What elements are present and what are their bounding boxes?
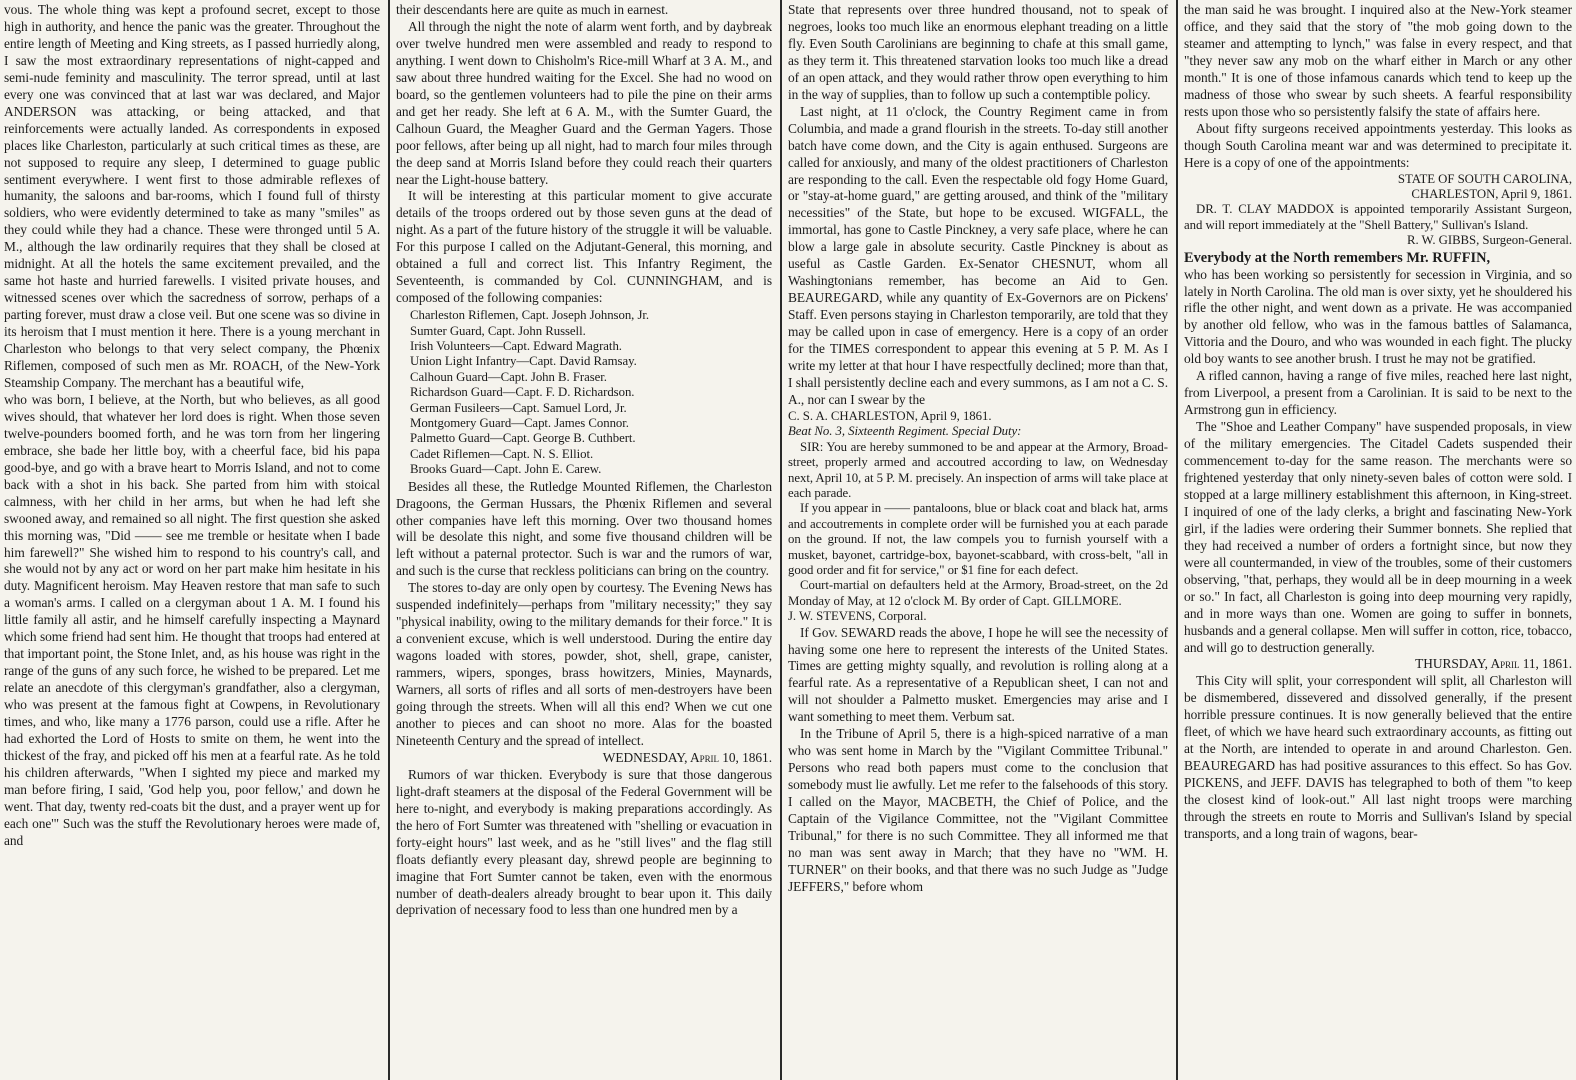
- list-item: Cadet Riflemen—Capt. N. S. Elliot.: [410, 446, 594, 461]
- list-item: Brooks Guard—Capt. John E. Carew.: [410, 462, 602, 477]
- paragraph: State that represents over three hundred thousand, not to speak of negroes, looks too much like an enormous elephant treading on a little fly. Even South Carolinians are beginning to chafe at this small game, as they term it. This threatened starvation looks too much like a dread of an open attack, and they would rather throw open everything to him in the way of supplies, than to follow up such a contemptible policy.: [788, 2, 1168, 102]
- order-paragraph: SIR: You are hereby summoned to be and appear at the Armory, Broad-street, properly armed and accoutred according to law, on Wednesday next, April 10, at 5 P. M. precisely. An inspection of arms will take place at each parade.: [788, 439, 1168, 500]
- paragraph: who has been working so persistently for secession in Virginia, and so lately in North Carolina. The old man is over sixty, yet he shouldered his rifle the other night, and went down as a private. He was accompanied by another old fellow, who was in the famous battles of Salamanca, Vittoria and the Douro, and who was wounded in each fight. The plucky old boy wants to see another brush. I trust he may not be gratified.: [1184, 266, 1572, 367]
- order-signature: J. W. STEVENS, Corporal.: [788, 609, 927, 624]
- paragraph: the man said he was brought. I inquired also at the New-York steamer office, and they said that the story of "the mob going down to the steamer and attempting to lynch," was false in every respect, and that "they never saw any mob on the wharf either in March or any other month." It is one of those infamous canards which tend to keep up the madness of those who swear by such sheets. A fearful responsibility rests upon those who so persistently falsify the state of affairs here.: [1184, 2, 1572, 119]
- dateline: THURSDAY, April 11, 1861.: [1415, 656, 1572, 672]
- paragraph: About fifty surgeons received appointments yesterday. This looks as though South Carolina meant war and was determined to precipitate it. Here is a copy of one of the appointments:: [1184, 120, 1572, 170]
- column-rule: [1176, 0, 1178, 1080]
- order-paragraph: If you appear in —— pantaloons, blue or black coat and black hat, arms and accoutrements in complete order will be furnished you at each parade on the ground. If not, the law compels you to furnish yourself with a musket, bayonet, cartridge-box, bayonet-scabbard, with cross-belt, "all in good order and fit for service," or $1 fine for each defect.: [788, 501, 1168, 577]
- column-rule: [388, 0, 390, 1080]
- paragraph: A rifled cannon, having a range of five miles, reached here last night, from Liverpool, a present from a Carolinian. It is said to be next to the Armstrong gun in efficiency.: [1184, 368, 1572, 418]
- paragraph: who was born, I believe, at the North, but who believes, as all good wives should, that whatever her lord does is right. When those seven twelve-pounders boomed forth, and he was torn from her lingering embrace, she bade her little boy, with a cheerful face, bid his papa good-bye, and go with a brave heart to Morris Island, and not to come back with a shot in his back. She parted from him with stoical calmness, with her child in her arms, but when he had left she swooned away, and remained so all night. The first question she asked this morning was, "Did —— see me tremble or hesitate when I bade him farewell?" She wished him to respond to his country's call, and she would not by any act or word on her part make him hesitate in his duty. Magnificent heroism. May Heaven restore that man safe to such a woman's arms. I called on a clergyman about 1 A. M. I found his little family all astir, and he himself carefully inspecting a Maynard which some friend had sent him. He thought that troops had entered at that important point, the Stone Inlet, and, as his house was right in the range of the guns of any such force, he wished to be prepared. Let me relate an anecdote of this clergyman's grandfather, also a clergyman, who was present at the famous fight at Cowpens, in Revolutionary times, and who, like many a 1776 parson, could use a rifle. After he had exhorted the Lord of Hosts to smite on them, he went into the thickest of the fray, and picked off his men at a fearful rate. As he told his children afterwards, "When I sighted my piece and marked my man before firing, I said, 'God help you, poor fellow,' and down he went. That day, twenty red-coats bit the dust, and a prayer went up for each one'" Such was the stuff the Revolutionary heroes were made of, and: [4, 391, 380, 848]
- paragraph-lead: Everybody at the North remembers Mr. RUFFIN,: [1184, 249, 1491, 266]
- list-item: Charleston Riflemen, Capt. Joseph Johnson, Jr.: [410, 308, 650, 323]
- paragraph: The stores to-day are only open by courtesy. The Evening News has suspended indefinitely—perhaps from "military necessity;" they say "physical inability, owing to the military demands for their force." It is a convenient excuse, which is well understood. During the entire day wagons loaded with stores, powder, shot, shell, grape, canister, rammers, wipers, sponges, brass howitzers, Minies, Maynards, Warners, all sorts of rifles and all sorts of men-destroyers have been going through the streets. When will all this end? When we cut one another to pieces and can shoot no more. Alas for the boasted Nineteenth Century and the spread of intellect.: [396, 580, 772, 748]
- list-item: Palmetto Guard—Capt. George B. Cuthbert.: [410, 431, 636, 446]
- column-4: [1180, 0, 1576, 1080]
- appointment-body: DR. T. CLAY MADDOX is appointed temporarily Assistant Surgeon, and will report immediately at the "Shell Battery," Sullivan's Island.: [1184, 202, 1572, 232]
- paragraph: vous. The whole thing was kept a profound secret, except to those high in authority, and hence the panic was the greater. Throughout the entire length of Meeting and King streets, as I passed hurriedly along, I saw the most extraordinary representations of night-capped and semi-nude feminity and masculinity. The terror spread, until at last every one was convinced that at last war was declared, and Major ANDERSON was attacking, or being attacked, and that reinforcements were actually landed. As correspondents in exposed places like Charleston, particularly at such critical times as these, are not supposed to require any sleep, I determined to guage public sentiment everywhere. I went first to those admirable reflexes of humanity, the saloons and bar-rooms, which I found full of thirsty soldiers, who were evidently determined to take as many "smiles" as they could while they had a chance. These were thronged until 5 A. M., although the law ordinarily requires that they shall be closed at midnight. At all the hotels the same excitement prevailed, and the same hot haste and hurried farewells. I visited private houses, and witnessed scenes over which the sacredness of sorrow, perhaps of a parting forever, must draw a close veil. But one scene was so divine in its heroism that I must mention it here. There is a young merchant in Charleston who belongs to that very select company, the Phœnix Riflemen, composed of such men as Mr. ROACH, of the New-York Steamship Company. The merchant has a beautiful wife,: [4, 2, 380, 390]
- paragraph: Rumors of war thicken. Everybody is sure that those dangerous light-draft steamers at the disposal of the Federal Government will be here to-night, and everybody is making preparations accordingly. As the hero of Fort Sumter was threatened with "shelling or evacuation in forty-eight hours" last week, and as he "still lives" and the flag still floats defiantly every pleasant day, shrewd people are beginning to imagine that Fort Sumter cannot be taken, even with the enormous number of death-dealers already brought to bear upon it. This daily deprivation of necessary food to less than one hundred men by a: [396, 766, 772, 918]
- column-1: [0, 0, 384, 1080]
- appointment-header: STATE OF SOUTH CAROLINA,: [1397, 171, 1572, 186]
- paragraph: This City will split, your correspondent will split, all Charleston will be dismembered, dissevered and dissolved generally, if the present horrible pressure continues. It is now generally believed that the entire fleet, of which we have heard such extraordinary accounts, as fitting out at the North, are intended to operate in and around Charleston. Gen. BEAUREGARD has had positive assurances to this effect. So has Gov. PICKENS, and JEFF. DAVIS has telegraphed to both of them "to keep the closest kind of look-out." All last night troops were marching through the streets en route to Morris and Sullivan's Island by special transports, and a long train of wagons, bear-: [1184, 673, 1572, 842]
- column-3: [784, 0, 1172, 1080]
- list-item: Richardson Guard—Capt. F. D. Richardson.: [410, 385, 635, 400]
- order-beat: Beat No. 3, Sixteenth Regiment. Special Duty:: [788, 424, 1022, 439]
- paragraph: If Gov. SEWARD reads the above, I hope he will see the necessity of having some one here to represent the interests of the United States. Times are getting mighty squally, and revolution is rolling along at a fearful rate. As a representative of a Republican sheet, I can not and will not shoulder a Palmetto musket. Emergencies may arise and I want something to meet them. Verbum sat.: [788, 624, 1168, 725]
- appointment-signature: R. W. GIBBS, Surgeon-General.: [1406, 233, 1572, 248]
- list-item: Union Light Infantry—Capt. David Ramsay.: [410, 354, 637, 369]
- appointment-date: CHARLESTON, April 9, 1861.: [1411, 186, 1572, 201]
- list-item: German Fusileers—Capt. Samuel Lord, Jr.: [410, 400, 627, 415]
- paragraph: In the Tribune of April 5, there is a high-spiced narrative of a man who was sent home in March by the "Vigilant Committee Tribunal." Persons who read both papers must come to the conclusion that somebody must lie awfully. Let me refer to the falsehoods of this story. I called on the Mayor, MACBETH, the Chief of Police, and the Captain of the Vigilance Committee, not the "Vigilant Committee Tribunal," for there is no such Committee. They all informed me that no man was sent away in March; that they have no "WM. H. TURNER" on their books, and that there was no such Judge as "Judge JEFFERS," before whom: [788, 726, 1168, 894]
- paragraph: their descendants here are quite as much in earnest.: [396, 2, 669, 17]
- paragraph: The "Shoe and Leather Company" have suspended proposals, in view of the military emergencies. The Citadel Cadets suspended their commencement to-day for the same reason. The merchants were so frightened yesterday that only ninety-seven bales of cotton were sold. I stopped at a large millinery establishment this afternoon, in King-street. I inquired of one of the lady clerks, a bright and fascinating New-York girl, if the ladies were ordering their Summer bonnets. She replied that they had received a number of orders a fortnight since, but now they were all countermanded, in view of the troubles, some of their customers observing, "that, perhaps, they would all be in deep mourning in a week or so." In fact, all Charleston is going into deep mourning very rapidly, and in more ways than one. Women are going to suffer in bonnets, husbands and a general collapse. Men will suffer in cotton, rice, tobacco, and will go to destruction generally.: [1184, 419, 1572, 655]
- list-item: Montgomery Guard—Capt. James Connor.: [410, 416, 629, 430]
- paragraph: Besides all these, the Rutledge Mounted Riflemen, the Charleston Dragoons, the German Hussars, the Phœnix Riflemen and several other companies have left this morning. Over two thousand homes will be desolate this night, and some five thousand children will be left without a paternal protector. Such is war and the rumors of war, and such is the curse that reckless politicians can bring on the country.: [396, 478, 772, 579]
- dateline: WEDNESDAY, April 10, 1861.: [602, 749, 772, 765]
- list-item: Irish Volunteers—Capt. Edward Magrath.: [410, 338, 622, 353]
- paragraph: It will be interesting at this particular moment to give accurate details of the troops ordered out by those seven guns at the dead of night. As a part of the future history of the struggle it will be valuable. For this purpose I called on the Adjutant-General, this morning, and obtained a full and correct list. This Infantry Regiment, the Seventeenth, is commanded by Col. CUNNINGHAM, and is composed of the following companies:: [396, 188, 772, 306]
- order-paragraph: Court-martial on defaulters held at the Armory, Broad-street, on the 2d Monday of May, at 12 o'clock M. By order of Capt. GILLMORE.: [788, 578, 1168, 608]
- list-item: Sumter Guard, Capt. John Russell.: [410, 323, 586, 338]
- column-2: [392, 0, 776, 1080]
- paragraph: Last night, at 11 o'clock, the Country Regiment came in from Columbia, and made a grand flourish in the streets. To-day still another batch have come down, and the City is again enthused. Surgeons are called for anxiously, and many of the oldest practitioners of Charleston are responding to the call. Even the respectable old fogy Home Guard, or "stay-at-home guard," are getting aroused, and think of the "military necessities" of the State, but hope to be excused. WIGFALL, the immortal, has gone to Castle Pinckney, a very safe place, where he can blow a large gale in absolute security. Castle Pinckney is about as useful as Castle Garden. Ex-Senator CHESNUT, whom all Washingtonians remember, has become an Aid to Gen. BEAUREGARD, while any quantity of Ex-Governors are on Pickens' Staff. Even persons staying in Charleston temporarily, are told that they may be called upon in case of emergency. Here is a copy of an order for the TIMES correspondent to appear this evening at 5 P. M. As I write my letter at that hour I have respectfully declined; more than that, I shall persistently decline each and every summons, as I am not a C. S. A., nor can I swear by the: [788, 103, 1168, 407]
- company-list: [396, 308, 772, 477]
- order-heading: C. S. A. CHARLESTON, April 9, 1861.: [788, 408, 992, 423]
- column-rule: [780, 0, 782, 1080]
- list-item: Calhoun Guard—Capt. John B. Fraser.: [410, 369, 607, 384]
- paragraph: All through the night the note of alarm went forth, and by daybreak over twelve hundred men were assembled and ready to respond to anything. I went down to Chisholm's Rice-mill Wharf at 3 A. M., and saw about three hundred waiting for the Excel. She had no wood on board, so the gentlemen volunteers had to pile the pine on their arms and get her ready. She left at 6 A. M., with the Sumter Guard, the Calhoun Guard, the Meagher Guard and the German Yagers. Those poor fellows, after being up all night, had to march four miles through the deep sand at Morris Island before they could reach their quarters near the Light-house battery.: [396, 18, 772, 187]
